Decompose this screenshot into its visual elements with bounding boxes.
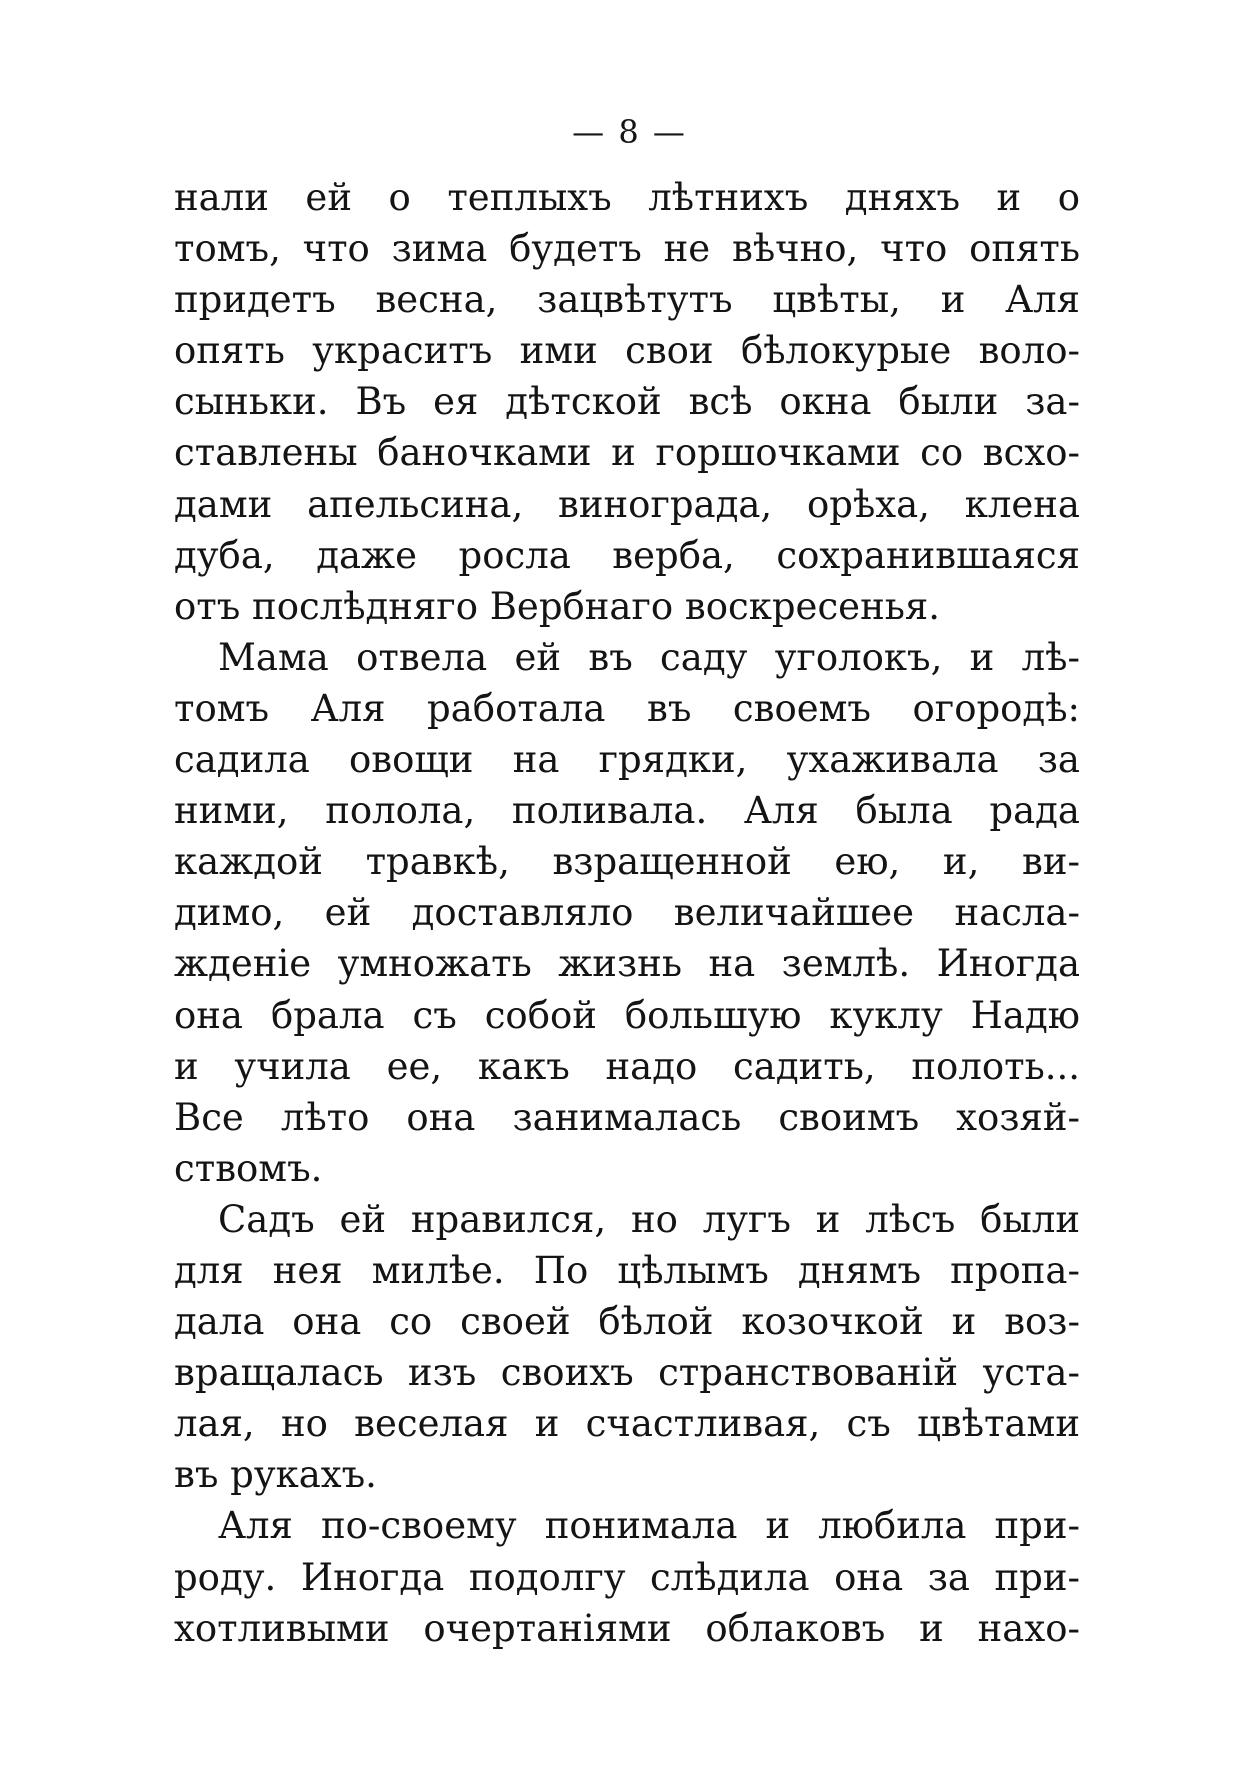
text-line: придетъ весна, зацвѣтутъ цвѣты, и Аля [174,278,1080,322]
text-line: сыньки. Въ ея дѣтской всѣ окна были за- [174,380,1080,424]
text-line: садила овощи на грядки, ухаживала за [174,738,1080,782]
text-line: димо, ей доставляло величайшее насла- [174,891,1080,935]
page-number: — 8 — [572,113,687,151]
text-line: и учила ее, какъ надо садить, полоть... [174,1044,1080,1088]
text-line: Все лѣто она занималась своимъ хозяй- [174,1095,1080,1139]
text-line: роду. Иногда подолгу слѣдила она за при- [174,1555,1080,1599]
text-line: ставлены баночками и горшочками со всхо- [174,431,1080,475]
text-line: для нея милѣе. По цѣлымъ днямъ пропа- [174,1248,1080,1292]
text-line: вращалась изъ своихъ странствованій уста- [174,1351,1080,1395]
text-line: дуба, даже росла верба, сохранившаяся [174,533,1080,577]
text-line: жденіе умножать жизнь на землѣ. Иногда [174,942,1080,986]
text-line: томъ, что зима будетъ не вѣчно, что опять [174,227,1080,271]
body-text [174,172,1080,1654]
text-line: нали ей о теплыхъ лѣтнихъ дняхъ и о [174,176,1080,219]
text-line: она брала съ собой большую куклу Надю [174,993,1080,1037]
text-line: дала она со своей бѣлой козочкой и воз- [174,1300,1080,1344]
text-line: томъ Аля работала въ своемъ огородѣ: [174,686,1080,730]
text-line: Мама отвела ей въ саду уголокъ, и лѣ- [218,635,1080,679]
text-line: лая, но веселая и счастливая, съ цвѣтами [174,1402,1080,1446]
text-line: дами апельсина, винограда, орѣха, клена [174,482,1080,526]
text-line: отъ послѣдняго Вербнаго воскресенья. [174,584,940,628]
text-line: каждой травкѣ, взращенной ею, и, ви- [174,840,1080,884]
text-line: ствомъ. [174,1146,323,1190]
text-line: въ рукахъ. [174,1453,377,1497]
text-line: Аля по-своему понимала и любила при- [218,1504,1080,1548]
text-line: Садъ ей нравился, но лугъ и лѣсъ были [218,1197,1080,1241]
text-line: ними, полола, поливала. Аля была рада [174,789,1080,833]
text-line: опять украситъ ими свои бѣлокурые воло- [174,329,1080,373]
text-line: хотливыми очертаніями облаковъ и нахо- [174,1606,1080,1650]
